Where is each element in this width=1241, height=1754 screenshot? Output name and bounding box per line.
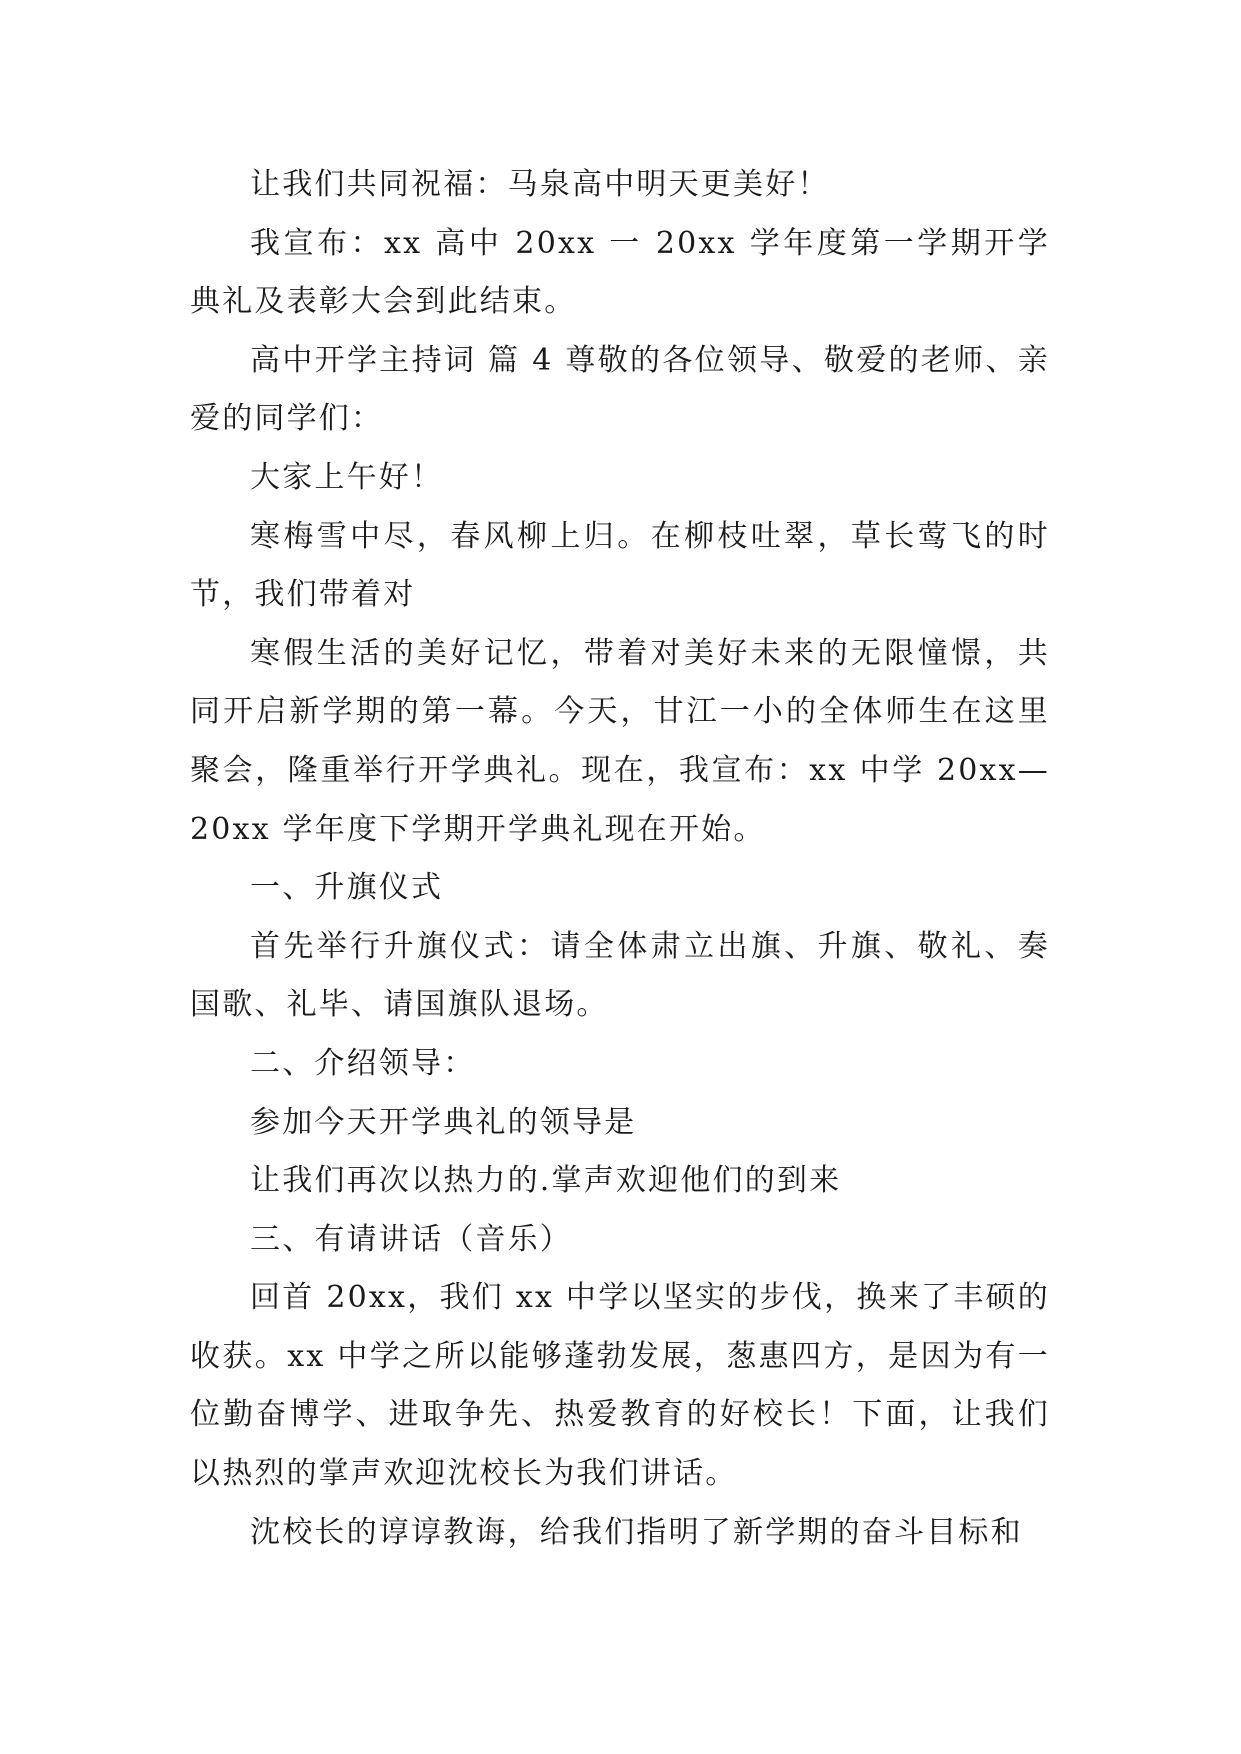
paragraph: 高中开学主持词 篇 4 尊敬的各位领导、敬爱的老师、亲爱的同学们：	[190, 342, 1050, 437]
paragraph: 二、介绍领导：	[250, 1045, 476, 1081]
paragraph: 首先举行升旗仪式：请全体肃立出旗、升旗、敬礼、奏国歌、礼毕、请国旗队退场。	[190, 928, 1050, 1023]
paragraph: 参加今天开学典礼的领导是	[250, 1104, 637, 1140]
paragraph: 让我们再次以热力的.掌声欢迎他们的到来	[250, 1163, 842, 1199]
paragraph: 寒梅雪中尽，春风柳上归。在柳枝吐翠，草长莺飞的时节，我们带着对	[190, 518, 1050, 613]
paragraph: 寒假生活的美好记忆，带着对美好未来的无限憧憬，共同开启新学期的第一幕。今天，甘江一小的全体师生在这里聚会，隆重举行开学典礼。现在，我宣布：xx 中学 20xx—20xx 学年度下学期开学典礼现在开始。	[190, 635, 1050, 847]
paragraph: 我宣布：xx 高中 20xx 一 20xx 学年度第一学期开学典礼及表彰大会到此结束。	[190, 225, 1050, 320]
paragraph: 三、有请讲话（音乐）	[250, 1221, 572, 1257]
paragraph: 沈校长的谆谆教诲，给我们指明了新学期的奋斗目标和	[250, 1514, 1023, 1550]
paragraph: 回首 20xx，我们 xx 中学以坚实的步伐，换来了丰硕的收获。xx 中学之所以能够蓬勃发展，葱惠四方，是因为有一位勤奋博学、进取争先、热爱教育的好校长！下面，让我们以热烈的掌声欢迎沈校长为我们讲话。	[190, 1280, 1050, 1492]
paragraph: 大家上午好！	[250, 459, 444, 495]
document-body	[190, 156, 1050, 1562]
paragraph: 让我们共同祝福：马泉高中明天更美好！	[250, 167, 830, 202]
paragraph: 一、升旗仪式	[250, 870, 444, 906]
